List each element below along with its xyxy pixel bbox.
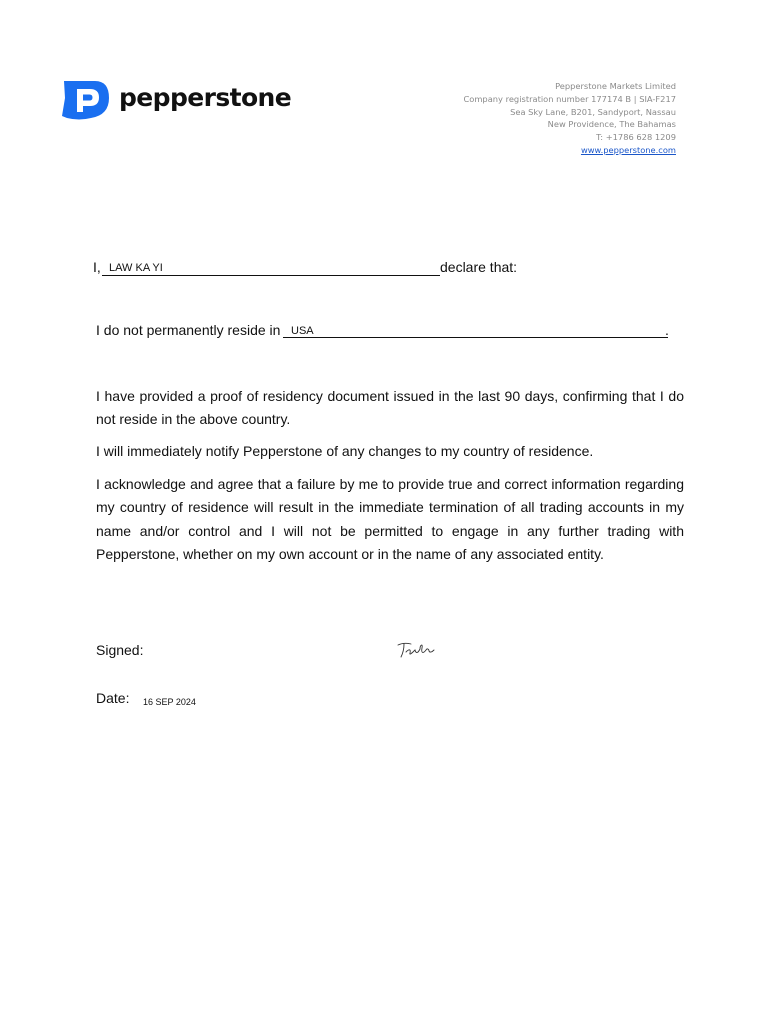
pepperstone-logo [61, 78, 291, 121]
company-name: Pepperstone Markets Limited [555, 81, 676, 91]
company-registration: Company registration number 177174 B | SIA-F217 [463, 93, 676, 104]
paragraph-notify-changes: I will immediately notify Pepperstone of any changes to my country of residence. [96, 443, 594, 459]
company-address-line2: New Providence, The Bahamas [547, 119, 676, 130]
pepperstone-logo-icon [61, 78, 111, 121]
company-address-line1: Sea Sky Lane, B201, Sandyport, Nassau [510, 106, 676, 117]
declare-suffix: declare that: [440, 259, 518, 275]
name-value: LAW KA YI [109, 262, 163, 274]
paragraph-acknowledgement: I acknowledge and agree that a failure by me to provide true and correct information regarding my country of residence will result in the immediate termination of all trading accounts in my name and/or control and I will not be permitted to engage in any further trading with Pepperstone, whether on my own account or in the name of any associated entity. [96, 476, 684, 562]
paragraph-proof-of-residency: I have provided a proof of residency document issued in the last 90 days, confirming that I do not reside in the above country. [96, 388, 684, 428]
signed-label: Signed: [96, 642, 144, 658]
reside-prefix: I do not permanently reside in [96, 322, 281, 338]
brand-wordmark: pepperstone [119, 83, 292, 112]
date-label: Date: [96, 690, 130, 706]
date-value: 16 SEP 2024 [143, 697, 196, 707]
name-prefix: I, [93, 259, 101, 275]
company-info [463, 80, 676, 157]
country-value: USA [291, 325, 314, 337]
reside-suffix: . [665, 322, 669, 338]
country-field [283, 323, 668, 338]
handwritten-signature [396, 638, 436, 660]
company-website-link[interactable]: www.pepperstone.com [580, 144, 676, 155]
company-phone: T: +1786 628 1209 [596, 132, 676, 143]
